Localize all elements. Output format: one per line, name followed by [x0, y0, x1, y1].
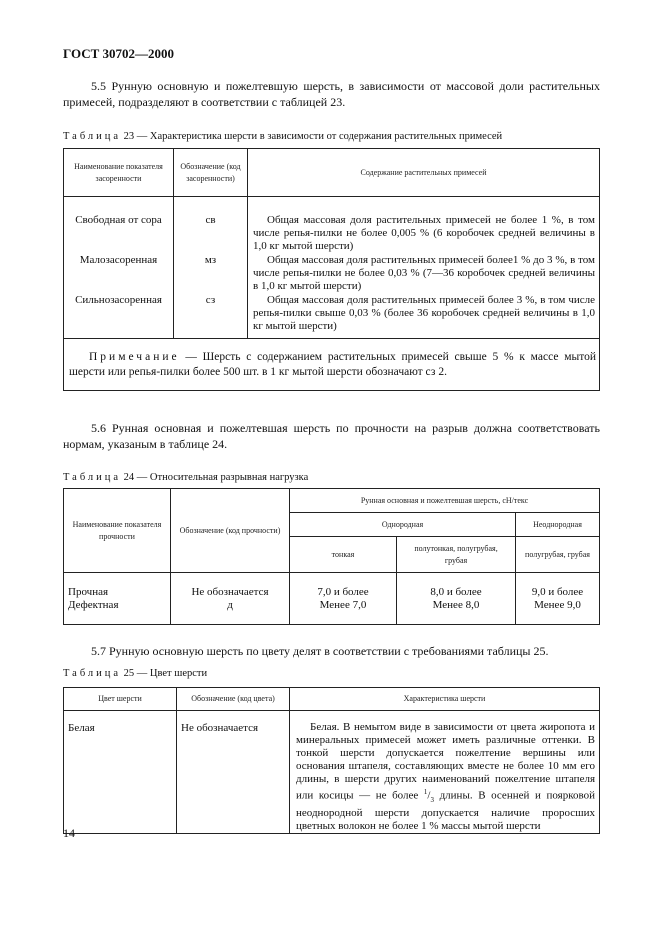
t24-codes-cell: [171, 573, 290, 625]
t24-thin-cell: [290, 573, 397, 625]
t23-names-cell: [64, 197, 174, 339]
t25-header-code: Обозначение (код цвета): [177, 688, 290, 711]
t25-header-desc: Характеристика шерсти: [290, 688, 600, 711]
t23-note-label: Примечание: [89, 350, 180, 363]
t24-semi-cell: [397, 573, 516, 625]
t24-row-1-code: Не обозначается: [191, 585, 269, 598]
t24-header-semi-coarse: полугрубая, грубая: [516, 537, 600, 573]
table-25: [63, 687, 600, 834]
table-24: [63, 488, 600, 625]
page-number: 14: [63, 826, 75, 840]
t23-row-3-code: сз: [205, 294, 216, 306]
paragraph-5-6: 5.6 Рунная основная и пожелтевшая шерсть по прочности на разрыв должна соответствовать нормам, указаным в таблице 24.: [63, 421, 600, 451]
t23-row-1-desc: Общая массовая доля растительных примесей не более 1 %, в том числе репья-пилки не более 0,005 % (6 коробочек средней величины в 1,0 кг мытой шерсти): [253, 214, 595, 252]
table-25-caption-text: 25 — Цвет шерсти: [123, 668, 208, 679]
t24-row-1-name: Прочная: [68, 585, 109, 598]
t23-row-3-name: Сильнозасоренная: [75, 294, 162, 306]
t24-header-code: Обозначение (код прочности): [171, 489, 290, 573]
table-23-caption-text: 23 — Характеристика шерсти в зависимости от содержания растительных примесей: [123, 131, 503, 142]
t25-desc-a: Белая. В немытом виде в зависимости от цвета жиропота и минеральных примесей может иметь различные оттенки. В тонкой шерсти допускается пожелтение вершины или основания штапеля, составляющих вместе не более 10 мм его длины, в шерсти других наименований пожелтение штапеля или косицы — не более: [296, 721, 595, 802]
t24-semi-coarse-cell: [516, 573, 600, 625]
t24-header-semi: полутонкая, полугрубая, грубая: [397, 537, 516, 573]
table-23: [63, 148, 600, 391]
t25-name: Белая: [64, 711, 177, 834]
t24-names-cell: [64, 573, 171, 625]
paragraph-5-5: 5.5 Рунную основную и пожелтевшую шерсть, в зависимости от массовой доли растительных примесей, подразделяют в соответствии с таблицей 23.: [63, 79, 600, 109]
t23-row-1-name: Свободная от сора: [75, 214, 162, 226]
t23-codes-cell: [174, 197, 248, 339]
table-25-caption: [63, 668, 207, 679]
t23-row-2-code: мз: [204, 254, 217, 266]
t24-row-1-thin: 7,0 и более: [317, 585, 369, 598]
t23-header-desc: Содержание растительных примесей: [248, 149, 600, 197]
t25-code: Не обозначается: [177, 711, 290, 834]
t25-frac-num: 1: [423, 788, 428, 796]
table-23-caption: [63, 131, 502, 142]
t24-header-group: Рунная основная и пожелтевшая шерсть, сН/текс: [290, 489, 600, 513]
t24-row-2-name: Дефектная: [68, 598, 119, 611]
t25-header-color: Цвет шерсти: [64, 688, 177, 711]
table-24-caption: [63, 472, 308, 483]
t23-desc-cell: [248, 197, 600, 339]
table-25-caption-label: Таблица: [63, 668, 122, 679]
t24-row-2-thin: Менее 7,0: [319, 598, 367, 611]
table-24-caption-text: 24 — Относительная разрывная нагрузка: [123, 472, 309, 483]
t24-row-2-code: д: [227, 598, 233, 611]
t23-header-name: Наименование показателя засоренности: [64, 149, 174, 197]
t24-header-name: Наименование показателя прочности: [64, 489, 171, 573]
t23-note-text: — Шерсть с содержанием растительных примесей свыше 5 % к массе мытой шерсти или репья-пилки более 500 шт. в 1 кг мытой шерсти обозначают сз 2.: [69, 350, 596, 378]
t24-row-1-semi-coarse: 9,0 и более: [531, 585, 584, 598]
table-23-caption-label: Таблица: [63, 131, 122, 142]
t25-desc-b: длины. В осенней и поярковой неоднородной шерсти допускается наличие проросших цветных волокон не более 1 % массы мытой шерсти: [296, 789, 595, 832]
t23-header-code: Обозначение (код засоренности): [174, 149, 248, 197]
t24-header-thin: тонкая: [290, 537, 397, 573]
t25-desc: Белая. В немытом виде в зависимости от цвета жиропота и минеральных примесей может иметь различные оттенки. В тонкой шерсти допускается пожелтение вершины или основания штапеля, составляющих вместе не более 10 мм его длины, в шерсти других наименований пожелтение штапеля или косицы — не более $^1/_3$ длины. В осенней и поярковой неоднородной шерсти допускается наличие проросших цветных волокон не более 1 % массы мытой шерсти: [290, 711, 600, 834]
t23-row-2-name: Малозасоренная: [79, 254, 158, 266]
t24-row-2-semi-coarse: Менее 9,0: [534, 598, 581, 611]
t23-row-1-code: св: [205, 214, 216, 226]
t24-row-1-semi: 8,0 и более: [430, 585, 482, 598]
document-header: ГОСТ 30702—2000: [63, 46, 175, 61]
paragraph-5-7: 5.7 Рунную основную шерсть по цвету делят в соответствии с требованиями таблицы 25.: [91, 644, 549, 658]
t23-row-3-desc: Общая массовая доля растительных примесей более 3 %, в том числе репья-пилки свыше 0,03 % (более 36 коробочек средней величины в 1,0 кг мытой шерсти): [253, 294, 595, 332]
t24-header-homogeneous: Однородная: [290, 513, 516, 537]
t24-row-2-semi: Менее 8,0: [432, 598, 480, 611]
t23-note: [64, 339, 600, 391]
t23-row-2-desc: Общая массовая доля растительных примесей более1 % до 3 %, в том числе репья-пилки не более 0,03 % (7—36 коробочек средней величины в 1,0 кг мытой шерсти): [253, 254, 595, 292]
t25-frac-den: 3: [430, 795, 434, 804]
table-24-caption-label: Таблица: [63, 472, 122, 483]
t24-header-heterogeneous: Неоднородная: [516, 513, 600, 537]
